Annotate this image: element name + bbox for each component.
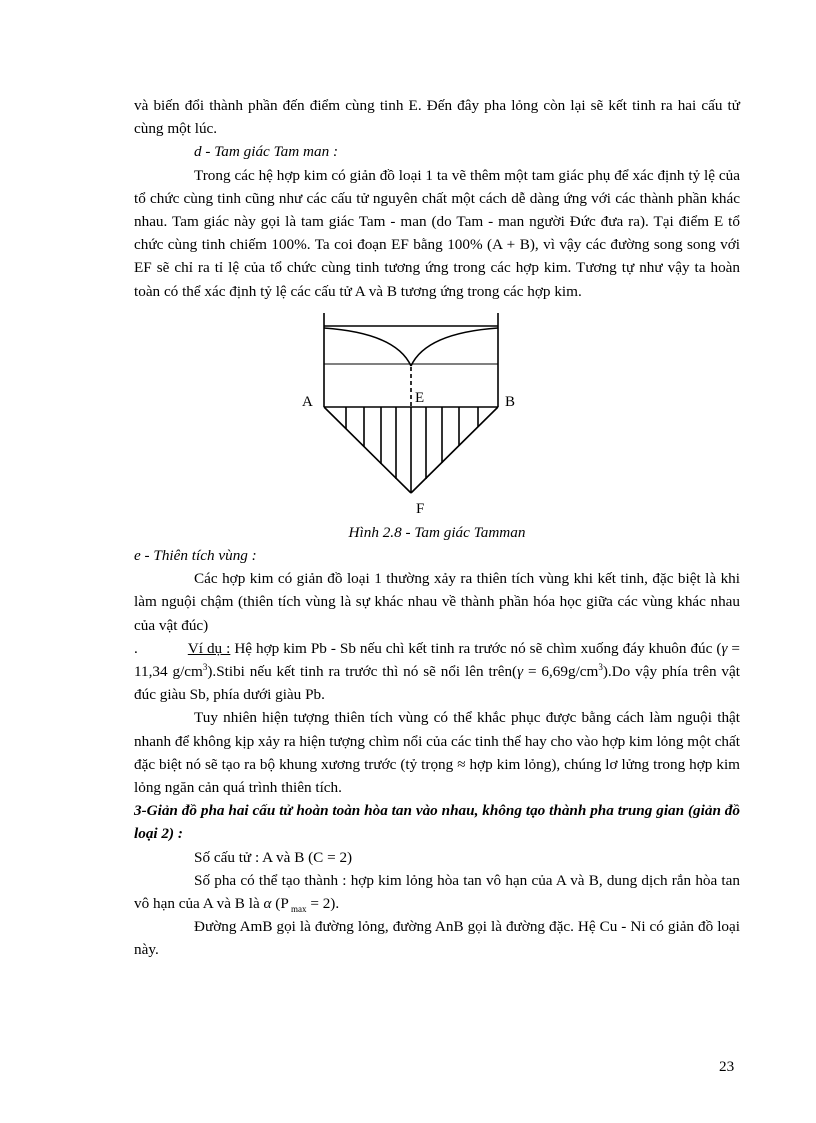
alpha-symbol: α: [263, 895, 272, 913]
figure-caption: Hình 2.8 - Tam giác Tamman: [348, 523, 526, 541]
liquidus-right-curve: [411, 328, 498, 366]
section-3-lines: Đường AmB gọi là đường lỏng, đường AnB gọi là đường đặc. Hệ Cu - Ni có giản đồ loại này.: [134, 918, 740, 959]
label-b: B: [505, 393, 516, 410]
section-e-body2: Tuy nhiên hiện tượng thiên tích vùng có thể khắc phục được bằng cách làm nguội thật nhanh để không kịp xảy ra hiện tượng chìm nổi của các tinh thể hay cho vào hợp kim lỏng một chất đặc biệt nó sẽ tạo ra bộ khung xương trước (tỷ trọng ≈ hợp kim lỏng), chúng lơ lửng trong hợp kim lỏng ngăn cản quá trình thiên tích.: [134, 709, 740, 797]
section-3-heading: 3-Giản đồ pha hai cấu tử hoàn toàn hòa tan vào nhau, không tạo thành pha trung gian (giản đồ loại 2) :: [134, 802, 740, 843]
example-dot: .: [134, 639, 138, 657]
section-e-body1: Các hợp kim có giản đồ loại 1 thường xảy ra thiên tích vùng khi kết tinh, đặc biệt là khi làm nguội chậm (thiên tích vùng là sự khác nhau về thành phần hóa học giữa các vùng khác nhau của vật đúc): [134, 570, 740, 634]
example-label: Ví dụ :: [187, 639, 231, 657]
paragraph-intro: và biến đổi thành phần đến điểm cùng tinh E. Đến đây pha lỏng còn lại sẽ kết tinh ra hai cấu tử cùng một lúc.: [134, 97, 740, 138]
page-content: [134, 94, 740, 962]
triangle-left-side: [324, 407, 411, 493]
label-f: F: [416, 500, 425, 517]
gamma-symbol: γ: [721, 639, 728, 657]
section-e-example: . Ví dụ : Hệ hợp kim Pb - Sb nếu chì kết tinh ra trước nó sẽ chìm xuống đáy khuôn đúc (γ = 11,34 $g/cm^3).Stibi$ nếu kết tinh ra trước thì nó sẽ nổi lên trên(γ = $6,69g/cm^3).Do$ vậy phía trên vật đúc giàu Sb, phía dưới giàu Pb.: [134, 639, 740, 704]
tamman-diagram: [134, 303, 740, 525]
section-d-body: Trong các hệ hợp kim có giản đồ loại 1 ta vẽ thêm một tam giác phụ để xác định tỷ lệ của tổ chức cùng tinh cũng như các cấu tử nguyên chất một cách dễ dàng ứng với các thành phần khác nhau. Tam giác này gọi là tam giác Tam - man (do Tam - man người Đức đưa ra). Tại điểm E tổ chức cùng tinh chiếm 100%. Ta coi đoạn EF bằng 100% (A + B), vì vậy các đường song song với EF sẽ chỉ ra tỉ lệ của tổ chức cùng tinh tương ứng trong các hợp kim. Tương tự như vậy ta hoàn toàn có thể xác định tỷ lệ các cấu tử A và B tương ứng trong các hợp kim.: [134, 166, 740, 300]
page-number: 23: [719, 1058, 735, 1075]
section-d-heading: d - Tam giác Tam man :: [194, 143, 339, 161]
section-e-heading: e - Thiên tích vùng :: [134, 547, 257, 565]
label-e: E: [415, 389, 425, 406]
label-a: A: [302, 393, 313, 410]
section-3-phases: Số pha có thể tạo thành : hợp kim lỏng hòa tan vô hạn của A và B, dung dịch rắn hòa tan vô hạn của A và B là α (P $_{max}$ = 2).: [134, 871, 740, 915]
triangle-right-side: [411, 407, 498, 493]
tamman-figure: [134, 303, 740, 525]
section-3-components: Số cấu tử : A và B (C = 2): [194, 848, 353, 866]
liquidus-left-curve: [324, 328, 411, 366]
gamma-symbol: γ: [517, 663, 524, 681]
